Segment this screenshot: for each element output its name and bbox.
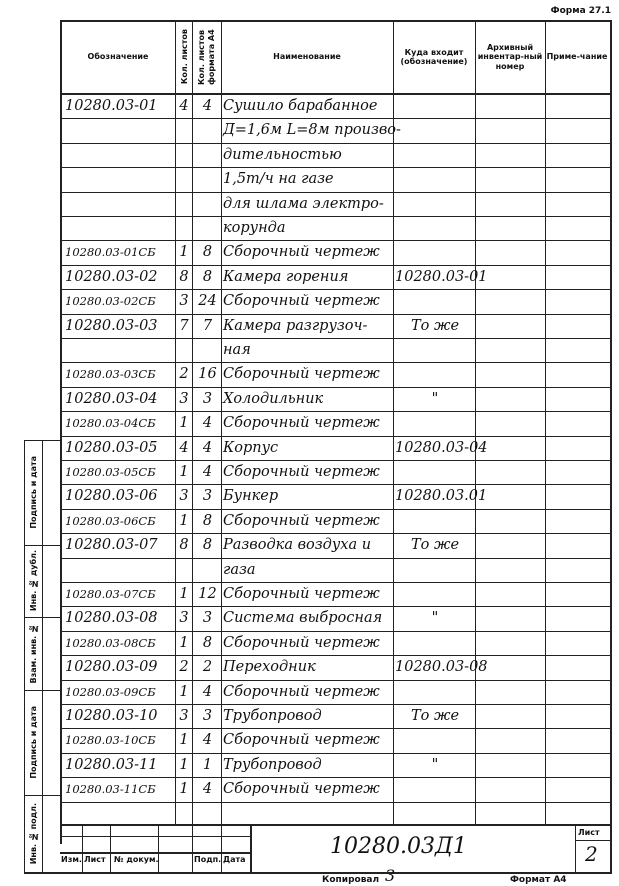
cell-sheets-a4: 4 <box>202 464 213 480</box>
table-row <box>61 484 610 508</box>
cell-sheets-a4: 8 <box>202 512 213 529</box>
cell-sheets: 3 <box>179 488 189 505</box>
side-label-sign-date-2: Подпись и дата <box>29 706 38 779</box>
table-row <box>61 777 610 801</box>
cell-name: 1,5т/ч на газе <box>223 171 334 188</box>
cell-where-used: 10280.03.01 <box>395 488 488 505</box>
table-row <box>61 606 610 630</box>
cell-name: Д=1,6м L=8м произво- <box>223 122 401 139</box>
cell-sheets: 2 <box>179 659 189 676</box>
title-signature: Подп. <box>194 855 222 864</box>
cell-sheets-a4: 2 <box>202 659 213 676</box>
cell-sheets-a4: 8 <box>202 537 213 554</box>
title-change: Изм. <box>61 855 82 864</box>
table-row <box>61 216 610 240</box>
cell-sheets: 1 <box>179 683 189 700</box>
cell-sheets-a4: 3 <box>202 390 213 407</box>
cell-name: Сборочный чертеж <box>223 464 380 480</box>
side-label-orig-inv: Инв. № подл. <box>29 802 38 865</box>
cell-sheets: 1 <box>179 415 189 432</box>
title-date: Дата <box>223 855 246 864</box>
header-note: Приме-чание <box>546 52 608 62</box>
cell-designation: 10280.03-06СБ <box>65 513 156 528</box>
cell-sheets: 1 <box>179 464 189 480</box>
cell-sheets-a4: 4 <box>202 98 213 114</box>
cell-name: ная <box>223 342 251 358</box>
table-row <box>61 192 610 216</box>
form-label: Форма 27.1 <box>550 6 611 16</box>
cell-sheets: 1 <box>179 586 189 602</box>
cell-sheets: 1 <box>179 634 189 651</box>
cell-where-used: 10280.03-08 <box>395 659 488 676</box>
table-row <box>61 436 610 460</box>
cell-designation: 10280.03-05СБ <box>65 465 156 479</box>
side-label-dup-inv: Инв. № дубл. <box>29 550 38 612</box>
cell-name: для шлама электро- <box>223 195 384 212</box>
cell-designation: 10280.03-01СБ <box>65 245 156 260</box>
cell-sheets: 8 <box>179 268 189 285</box>
cell-designation: 10280.03-03СБ <box>65 367 156 382</box>
title-sheet: Лист <box>84 855 106 864</box>
cell-sheets: 3 <box>179 610 189 627</box>
cell-sheets-a4: 8 <box>202 268 213 285</box>
cell-sheets: 2 <box>179 366 189 383</box>
cell-sheets-a4: 4 <box>202 683 213 700</box>
cell-sheets: 1 <box>179 512 189 529</box>
cell-name: Сборочный чертеж <box>223 586 380 602</box>
sheet-number: 2 <box>585 842 598 866</box>
table-row <box>61 533 610 557</box>
table-row <box>61 289 610 313</box>
cell-designation: 10280.03-02СБ <box>65 294 156 309</box>
table-row <box>61 143 610 167</box>
cell-name: корунда <box>223 220 286 236</box>
copied-mark: 3 <box>385 866 396 885</box>
table-row <box>61 680 610 704</box>
table-row <box>61 558 610 582</box>
table-row <box>61 509 610 533</box>
table-row <box>61 118 610 142</box>
cell-name: Холодильник <box>223 390 324 407</box>
title-doc-no: № докум. <box>114 855 159 864</box>
table-row <box>61 240 610 264</box>
header-name: Наименование <box>273 52 341 62</box>
cell-sheets-a4: 1 <box>202 756 213 773</box>
cell-designation: 10280.03-11 <box>65 756 158 773</box>
cell-sheets: 4 <box>179 98 189 114</box>
cell-name: Камера разгрузоч- <box>223 317 368 334</box>
cell-where-used: То же <box>410 537 460 554</box>
cell-name: Бункер <box>223 488 279 505</box>
cell-sheets: 1 <box>179 244 189 261</box>
cell-sheets-a4: 4 <box>202 732 213 749</box>
cell-designation: 10280.03-11СБ <box>65 782 156 797</box>
cell-sheets: 1 <box>179 732 189 749</box>
table-row <box>61 582 610 606</box>
cell-name: Корпус <box>223 439 279 456</box>
header-designation: Обозначение <box>87 52 149 62</box>
sheet-label: Лист <box>578 828 600 837</box>
cell-designation: 10280.03-05 <box>65 439 158 456</box>
cell-designation: 10280.03-06 <box>65 488 158 505</box>
cell-sheets-a4: 24 <box>198 293 217 310</box>
cell-name: дительностью <box>223 146 342 163</box>
cell-name: Камера горения <box>223 268 349 285</box>
cell-designation: 10280.03-03 <box>65 317 158 334</box>
cell-sheets-a4: 4 <box>202 781 213 798</box>
cell-name: Сборочный чертеж <box>223 781 380 798</box>
cell-name: Сборочный чертеж <box>223 244 380 261</box>
table-row <box>61 411 610 435</box>
cell-sheets-a4: 7 <box>202 317 213 334</box>
table-row <box>61 728 610 752</box>
cell-designation: 10280.03-07СБ <box>65 587 156 601</box>
table-row <box>61 387 610 411</box>
cell-name: Переходник <box>223 659 316 676</box>
cell-where-used: 10280.03-04 <box>395 439 488 456</box>
cell-designation: 10280.03-09СБ <box>65 684 156 699</box>
table-row <box>61 314 610 338</box>
cell-name: Трубопровод <box>223 708 322 724</box>
cell-designation: 10280.03-01 <box>65 98 158 114</box>
cell-sheets-a4: 16 <box>198 366 217 383</box>
header-sheets: Кол. листов <box>179 29 189 85</box>
cell-sheets-a4: 3 <box>202 488 213 505</box>
cell-sheets-a4: 8 <box>202 244 213 261</box>
cell-sheets: 4 <box>179 439 189 456</box>
cell-sheets-a4: 4 <box>202 415 213 432</box>
format-label: Формат А4 <box>510 875 567 885</box>
cell-designation: 10280.03-07 <box>65 537 158 554</box>
document-code: 10280.03Д1 <box>330 834 467 859</box>
cell-where-used: " <box>431 390 439 407</box>
header-archive-no: Архивный инвентар-ный номер <box>477 43 543 71</box>
cell-sheets: 1 <box>179 781 189 798</box>
table-row <box>61 338 610 362</box>
cell-name: Сушило барабанное <box>223 98 378 114</box>
table-row <box>61 167 610 191</box>
cell-where-used: То же <box>410 317 460 334</box>
cell-name: Сборочный чертеж <box>223 512 380 529</box>
cell-name: газа <box>223 561 256 578</box>
cell-sheets-a4: 3 <box>202 610 213 627</box>
cell-sheets: 1 <box>179 756 189 773</box>
table-row <box>61 265 610 289</box>
table-row <box>61 94 610 118</box>
cell-where-used: 10280.03-01 <box>395 268 488 285</box>
cell-designation: 10280.03-08СБ <box>65 635 156 650</box>
cell-name: Разводка воздуха и <box>223 537 372 554</box>
cell-where-used: То же <box>410 708 460 724</box>
cell-sheets: 3 <box>179 293 189 310</box>
cell-name: Сборочный чертеж <box>223 732 380 749</box>
cell-sheets: 8 <box>179 537 189 554</box>
cell-name: Система выбросная <box>223 610 383 627</box>
cell-designation: 10280.03-09 <box>65 659 158 676</box>
table-row <box>61 631 610 655</box>
cell-name: Сборочный чертеж <box>223 293 380 310</box>
cell-where-used: " <box>431 610 439 627</box>
cell-name: Сборочный чертеж <box>223 366 380 383</box>
cell-name: Сборочный чертеж <box>223 415 380 432</box>
cell-name: Сборочный чертеж <box>223 683 380 700</box>
cell-designation: 10280.03-04 <box>65 390 158 407</box>
table-row <box>61 362 610 386</box>
cell-sheets: 3 <box>179 708 189 724</box>
header-where-used: Куда входит (обозначение) <box>400 47 468 66</box>
cell-name: Трубопровод <box>223 756 322 773</box>
side-label-replace-inv: Взам. инв. № <box>29 623 38 684</box>
cell-designation: 10280.03-10 <box>65 708 158 724</box>
table-row <box>61 655 610 679</box>
table-row <box>61 460 610 484</box>
cell-sheets: 7 <box>179 317 189 334</box>
cell-sheets: 3 <box>179 390 189 407</box>
cell-sheets-a4: 3 <box>202 708 213 724</box>
cell-name: Сборочный чертеж <box>223 634 380 651</box>
copied-label: Копировал <box>322 875 380 885</box>
table-row <box>61 753 610 777</box>
header-sheets-a4: Кол. листов формата А4 <box>197 29 216 85</box>
cell-sheets-a4: 8 <box>202 634 213 651</box>
cell-designation: 10280.03-02 <box>65 268 158 285</box>
cell-designation: 10280.03-04СБ <box>65 416 156 431</box>
cell-where-used: " <box>431 756 439 773</box>
cell-designation: 10280.03-08 <box>65 610 158 627</box>
side-label-sign-date-1: Подпись и дата <box>29 456 38 529</box>
cell-designation: 10280.03-10СБ <box>65 733 156 748</box>
cell-sheets-a4: 4 <box>202 439 213 456</box>
table-row <box>61 704 610 728</box>
cell-sheets-a4: 12 <box>198 586 217 602</box>
